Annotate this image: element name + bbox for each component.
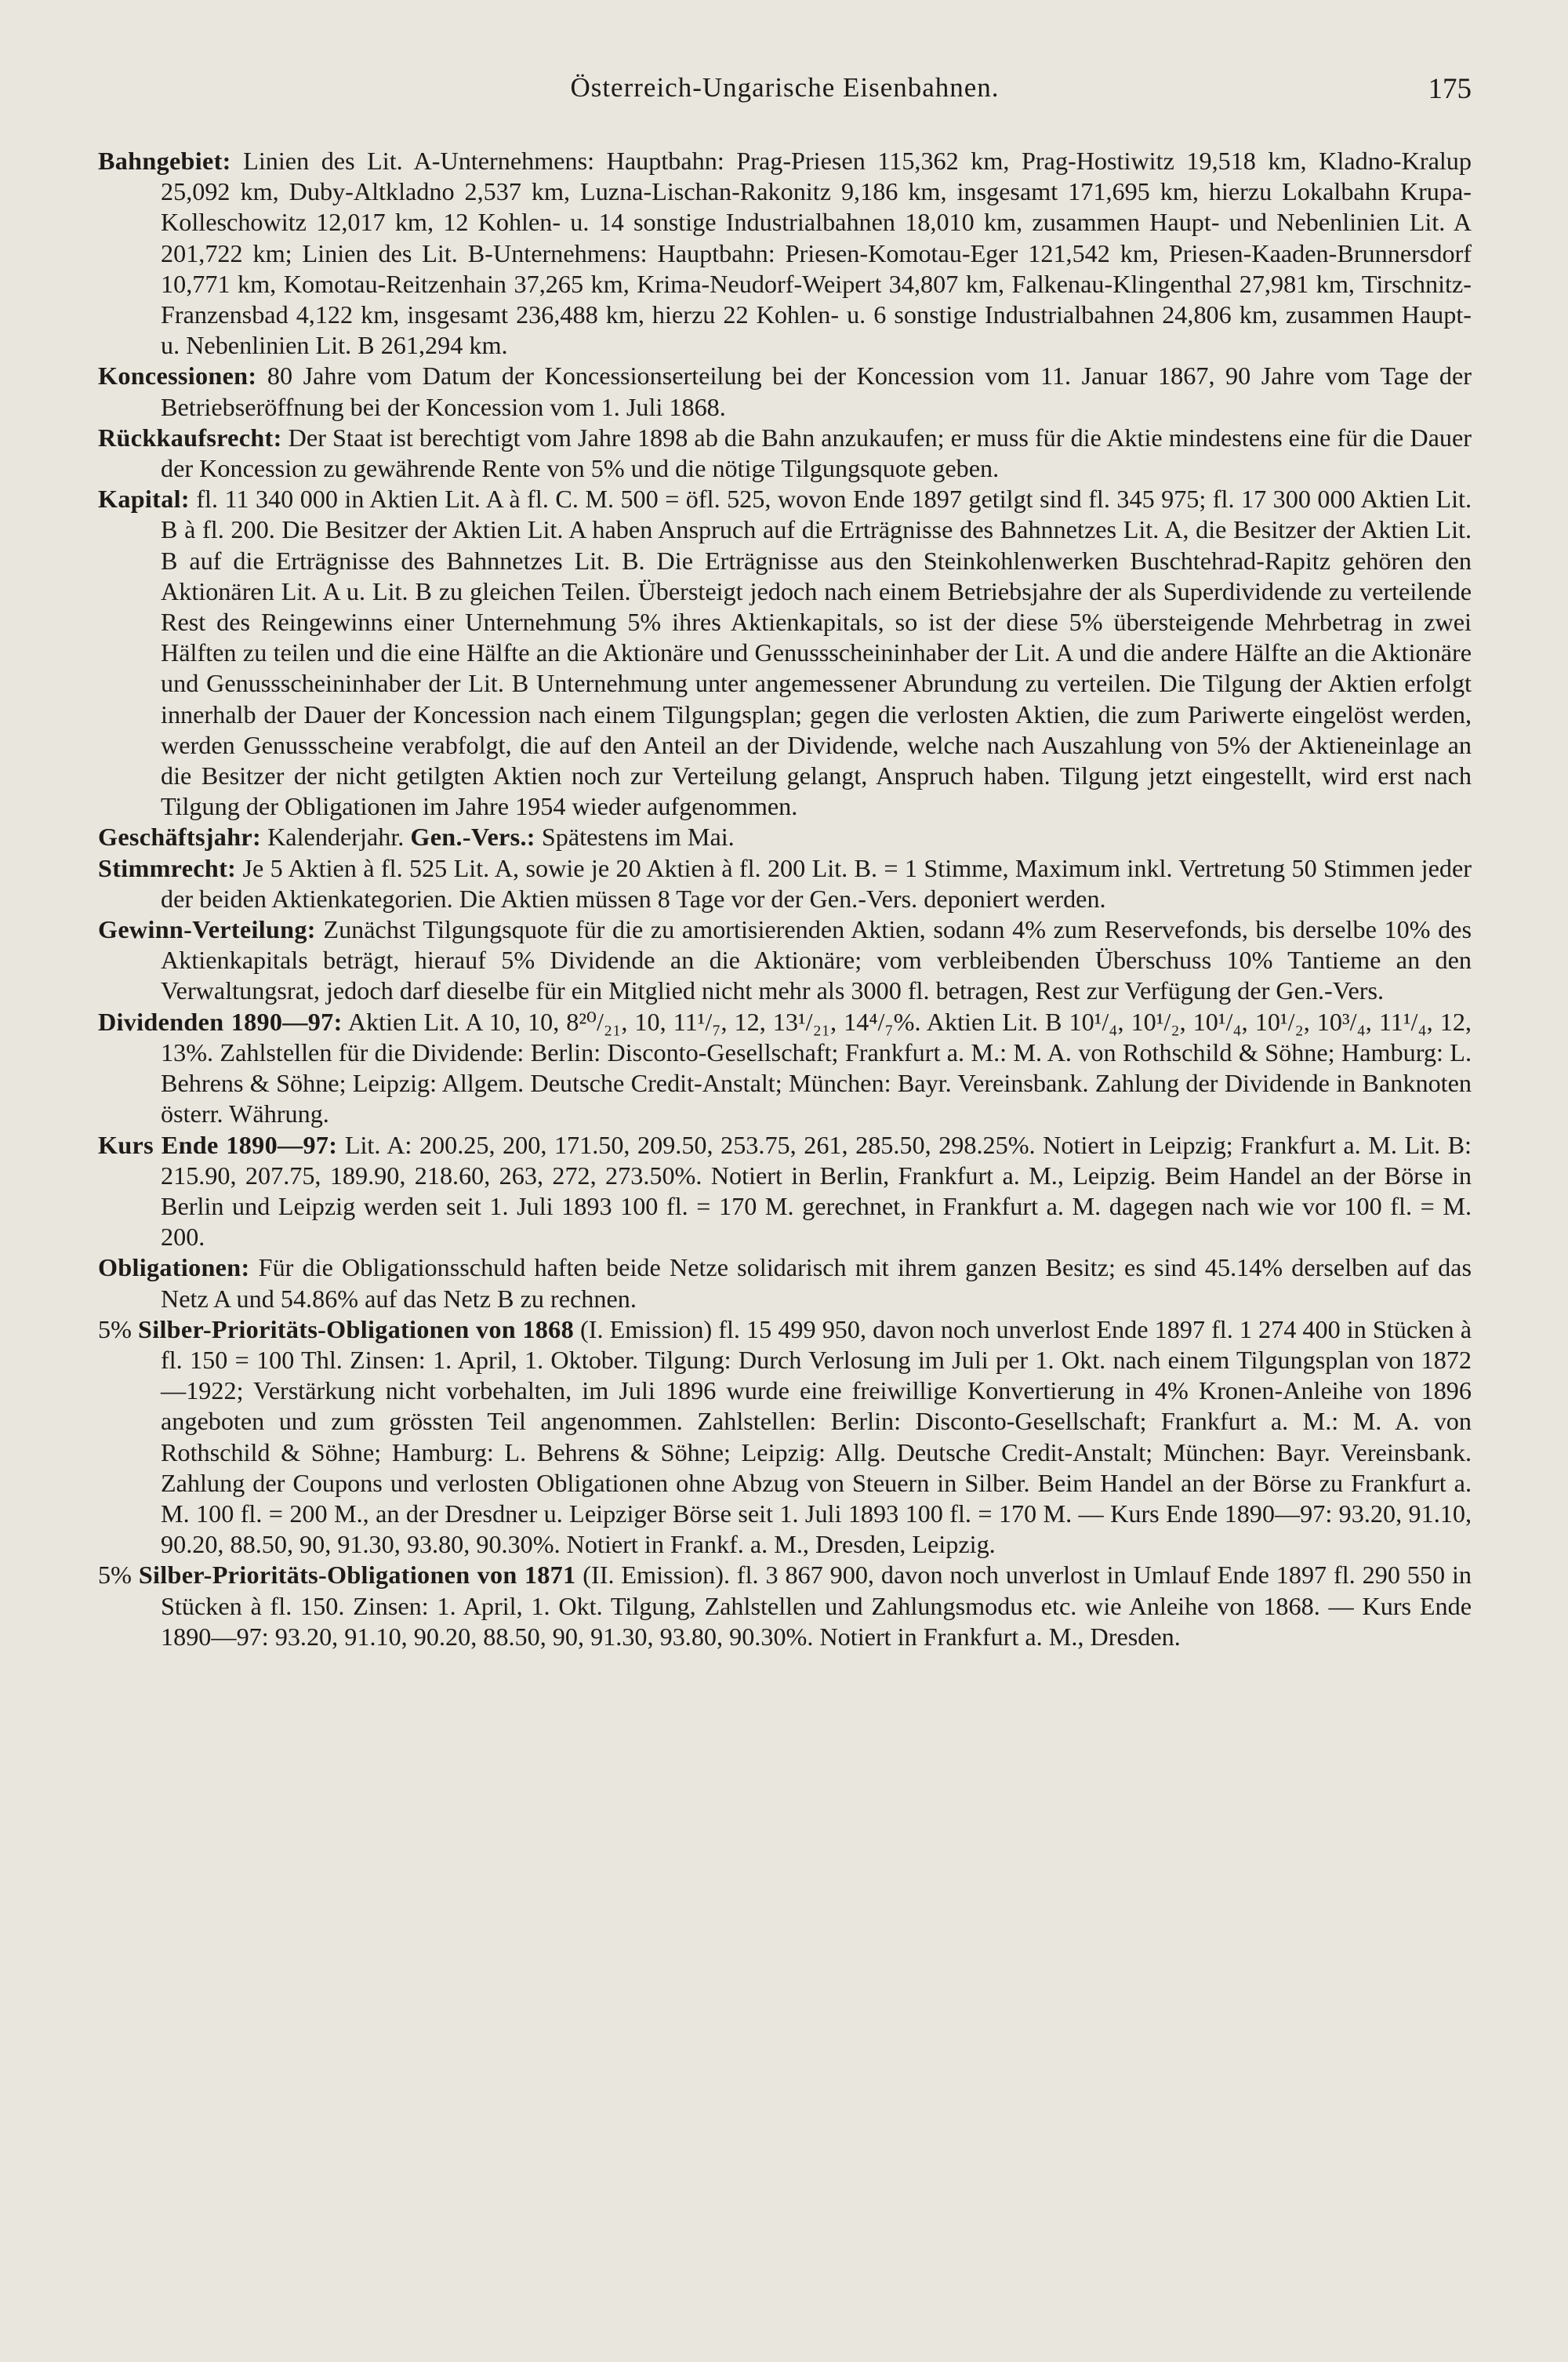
entry-text: Für die Obligationsschuld haften beide Netze solidarisch mit ihrem ganzen Besitz; es sind 45.14% derselben auf das Netz A und 54.86% auf das Netz B zu rechnen. bbox=[161, 1253, 1472, 1313]
entry-heading: Stimmrecht: bbox=[98, 853, 237, 882]
entry-heading: Rückkaufsrecht: bbox=[98, 423, 282, 452]
entry-rueckkaufsrecht bbox=[98, 423, 1472, 484]
entry-bahngebiet bbox=[98, 146, 1472, 361]
entry-heading: Kapital: bbox=[98, 485, 190, 514]
entry-text: Der Staat ist berechtigt vom Jahre 1898 ab die Bahn anzukaufen; er muss für die Aktie mindestens eine für die Dauer der Koncession zu gewährende Rente von 5% und die nötige Tilgungsquote geben. bbox=[161, 423, 1472, 483]
entry-heading-gen-vers: Gen.-Vers.: bbox=[410, 823, 535, 852]
entry-text: (II. Emission). fl. 3 867 900, davon noch unverlost in Umlauf Ende 1897 fl. 290 550 in Stücken à fl. 150. Zinsen: 1. April, 1. Okt. Tilgung, Zahlstellen und Zahlungsmodus etc. wie Anleihe von 1868. — Kurs Ende 1890—97: 93.20, 91.10, 90.20, 88.50, 90, 91.30, 93.80, 90.30%. Notiert in Frankfurt a. M., Dresden. bbox=[161, 1561, 1472, 1651]
entry-text: Kalenderjahr. bbox=[261, 823, 411, 852]
entry-text: Aktien Lit. A 10, 10, 8²⁰/₂₁, 10, 11¹/₇, 12, 13¹/₂₁, 14⁴/₇%. Aktien Lit. B 10¹/₄, 10¹/₂, 10¹/₄, 10¹/₂, 10³/₄, 11¹/₄, 12, 13%. Zahlstellen für die Dividende: Berlin: Disconto-Gesellschaft; Frankfurt a. M.: M. A. von Rothschild & Söhne; Hamburg: L. Behrens & Söhne; Leipzig: Allgem. Deutsche Credit-Anstalt; München: Bayr. Vereinsbank. Zahlung der Dividende in Banknoten österr. Währung. bbox=[161, 1007, 1472, 1128]
entry-heading: Gewinn-Verteilung: bbox=[98, 915, 316, 944]
entry-heading: Obligationen: bbox=[98, 1253, 250, 1282]
entry-heading: Kurs Ende 1890—97: bbox=[98, 1130, 338, 1159]
entry-heading: Bahngebiet: bbox=[98, 147, 231, 175]
running-head bbox=[98, 72, 1472, 111]
entry-text: Linien des Lit. A-Unternehmens: Hauptbahn: Prag-Priesen 115,362 km, Prag-Hostiwitz 19,518 km, Kladno-Kralup 25,092 km, Duby-Altkladno 2,537 km, Luzna-Lischan-Rakonitz 9,186 km, insgesamt 171,695 km, hierzu Lokalbahn Krupa-Kolleschowitz 12,017 km, 12 Kohlen- u. 14 sonstige Industrialbahnen 18,010 km, zusammen Haupt- und Nebenlinien Lit. A 201,722 km; Linien des Lit. B-Unternehmens: Hauptbahn: Priesen-Komotau-Eger 121,542 km, Priesen-Kaaden-Brunnersdorf 10,771 km, Komotau-Reitzenhain 37,265 km, Krima-Neudorf-Weipert 34,807 km, Falkenau-Klingenthal 27,981 km, Tirschnitz-Franzensbad 4,122 km, insgesamt 236,488 km, hierzu 22 Kohlen- u. 6 sonstige Industrialbahnen 24,806 km, zusammen Haupt- u. Nebenlinien Lit. B 261,294 km. bbox=[161, 147, 1472, 360]
page-title: Österreich-Ungarische Eisenbahnen. bbox=[570, 72, 1000, 103]
entry-kapital bbox=[98, 484, 1472, 822]
entry-heading: Dividenden 1890—97: bbox=[98, 1007, 343, 1036]
entry-obligationen-1871 bbox=[98, 1560, 1472, 1652]
entry-stimmrecht bbox=[98, 853, 1472, 914]
entry-heading: Geschäftsjahr: bbox=[98, 823, 262, 852]
entry-text: fl. 11 340 000 in Aktien Lit. A à fl. C. M. 500 = öfl. 525, wovon Ende 1897 getilgt sind fl. 345 975; fl. 17 300 000 Aktien Lit. B à fl. 200. Die Besitzer der Aktien Lit. A haben Anspruch auf die Erträgnisse des Bahnnetzes Lit. A, die Besitzer der Aktien Lit. B auf die Erträgnisse des Bahnnetzes Lit. B. Die Erträgnisse aus den Steinkohlenwerken Buschtehrad-Rapitz gehören den Aktionären Lit. A u. Lit. B zu gleichen Teilen. Übersteigt jedoch nach einem Betriebsjahre der als Superdividende zu verteilende Rest des Reingewinns einer Unternehmung 5% ihres Aktienkapitals, so ist der diese 5% übersteigende Mehrbetrag in zwei Hälften zu teilen und die eine Hälfte an die Aktionäre und Genussscheininhaber der Lit. A und die andere Hälfte an die Aktionäre und Genussscheininhaber der Lit. B Unternehmung unter angemessener Abrundung zu verteilen. Die Tilgung der Aktien erfolgt innerhalb der Dauer der Koncession nach einem Tilgungsplan; gegen die verlosten Aktien, die zum Pariwerte eingelöst werden, werden Genussscheine verabfolgt, die auf den Anteil an der Dividende, welche nach Auszahlung von 5% der Aktieneinlage an die Besitzer der nicht getilgten Aktien noch zur Verteilung gelangt, Anspruch haben. Tilgung jetzt eingestellt, wird erst nach Tilgung der Obligationen im Jahre 1954 wieder aufgenommen. bbox=[161, 485, 1472, 821]
entry-heading: Koncessionen: bbox=[98, 362, 257, 391]
entry-text: Zunächst Tilgungsquote für die zu amortisierenden Aktien, sodann 4% zum Reservefonds, bis derselbe 10% des Aktienkapitals beträgt, hierauf 5% Dividende an die Aktionäre; vom verbleibenden Überschuss 10% Tantieme an den Verwaltungsrat, jedoch darf dieselbe für ein Mitglied nicht mehr als 3000 fl. betragen, Rest zur Verfügung der Gen.-Vers. bbox=[161, 915, 1472, 1005]
page-number: 175 bbox=[1428, 73, 1472, 105]
page-body bbox=[98, 146, 1472, 1652]
entry-text: Je 5 Aktien à fl. 525 Lit. A, sowie je 20 Aktien à fl. 200 Lit. B. = 1 Stimme, Maximum inkl. Vertretung 50 Stimmen jeder der beiden Aktienkategorien. Die Aktien müssen 8 Tage vor der Gen.-Vers. deponiert werden. bbox=[161, 853, 1472, 913]
entry-text: (I. Emission) fl. 15 499 950, davon noch unverlost Ende 1897 fl. 1 274 400 in Stücken à fl. 150 = 100 Thl. Zinsen: 1. April, 1. Oktober. Tilgung: Durch Verlosung im Juli per 1. Okt. nach einem Tilgungsplan von 1872—1922; Verstärkung nicht vorbehalten, im Juli 1896 wurde eine freiwillige Konvertierung in 4% Kronen-Anleihe von 1896 angeboten und zum grössten Teil angenommen. Zahlstellen: Berlin: Disconto-Gesellschaft; Frankfurt a. M.: M. A. von Rothschild & Söhne; Hamburg: L. Behrens & Söhne; Leipzig: Allg. Deutsche Credit-Anstalt; München: Bayr. Vereinsbank. Zahlung der Coupons und verlosten Obligationen ohne Abzug von Steuern in Silber. Beim Handel an der Börse zu Frankfurt a. M. 100 fl. = 200 M., an der Dresdner u. Leipziger Börse seit 1. Juli 1893 100 fl. = 170 M. — Kurs Ende 1890—97: 93.20, 91.10, 90.20, 88.50, 90, 91.30, 93.80, 90.30%. Notiert in Frankf. a. M., Dresden, Leipzig. bbox=[161, 1314, 1472, 1559]
entry-prefix: 5% bbox=[98, 1314, 138, 1343]
entry-obligationen-1868 bbox=[98, 1314, 1472, 1561]
entry-prefix: 5% bbox=[98, 1561, 139, 1590]
entry-text: 80 Jahre vom Datum der Koncessionserteilung bei der Koncession vom 11. Januar 1867, 90 Jahre vom Tage der Betriebseröffnung bei der Koncession vom 1. Juli 1868. bbox=[161, 362, 1472, 421]
entry-text-gen-vers: Spätestens im Mai. bbox=[535, 823, 735, 852]
entry-heading: Silber-Prioritäts-Obligationen von 1871 bbox=[138, 1561, 576, 1590]
entry-koncessionen bbox=[98, 361, 1472, 422]
entry-geschaeftsjahr bbox=[98, 822, 1472, 852]
entry-gewinn-verteilung bbox=[98, 914, 1472, 1007]
entry-text: Lit. A: 200.25, 200, 171.50, 209.50, 253.75, 261, 285.50, 298.25%. Notiert in Leipzig; Frankfurt a. M. Lit. B: 215.90, 207.75, 189.90, 218.60, 263, 272, 273.50%. Notiert in Berlin, Frankfurt a. M., Leipzig. Beim Handel an der Börse in Berlin und Leipzig werden seit 1. Juli 1893 100 fl. = 170 M. gerechnet, in Frankfurt a. M. dagegen nach wie vor 100 fl. = M. 200. bbox=[161, 1130, 1472, 1252]
entry-heading: Silber-Prioritäts-Obligationen von 1868 bbox=[138, 1314, 574, 1343]
entry-dividenden bbox=[98, 1007, 1472, 1130]
entry-kurs bbox=[98, 1130, 1472, 1253]
entry-obligationen bbox=[98, 1252, 1472, 1314]
